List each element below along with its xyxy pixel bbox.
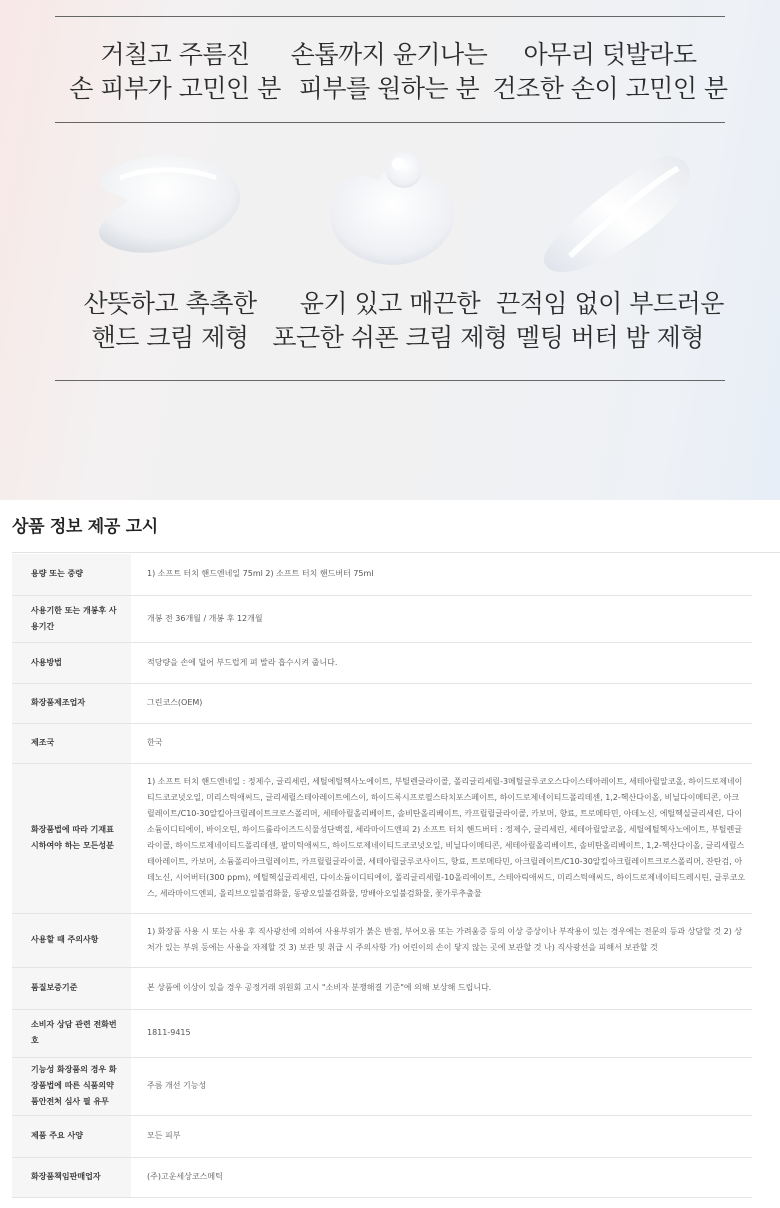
product-info-table	[12, 554, 752, 1198]
row-value: 그린코스(OEM)	[131, 683, 752, 723]
target-rough-skin: 거칠고 주름진 손 피부가 고민인 분	[69, 40, 281, 103]
table-row	[12, 1115, 752, 1157]
table-row	[12, 1157, 752, 1197]
hero-banner	[0, 0, 780, 500]
row-label: 소비자 상담 관련 전화번호	[12, 1009, 131, 1057]
texture-melting-balm: 끈적임 없이 부드러운 멜팅 버터 밤 제형	[496, 289, 724, 352]
row-label: 품질보증기준	[12, 967, 131, 1009]
row-label: 사용방법	[12, 642, 131, 683]
row-value: 주름 개선 기능성	[131, 1057, 752, 1115]
row-label: 제품 주요 사양	[12, 1115, 131, 1157]
row-value: 1) 소프트 터치 핸드엔네일 75ml 2) 소프트 터치 핸드버터 75ml	[131, 554, 752, 595]
row-value: 모든 피부	[131, 1115, 752, 1157]
row-label: 화장품제조업자	[12, 683, 131, 723]
top-divider	[55, 16, 725, 17]
row-value: 적당량을 손에 덜어 부드럽게 펴 발라 흡수시켜 줍니다.	[131, 642, 752, 683]
target-dry-hands: 아무리 덧발라도 건조한 손이 고민인 분	[492, 40, 728, 103]
bottom-divider	[55, 380, 725, 381]
row-label: 용량 또는 중량	[12, 554, 131, 595]
section-title: 상품 정보 제공 고시	[12, 517, 158, 537]
row-value: 1) 화장품 사용 시 또는 사용 후 직사광선에 의하여 사용부위가 붉은 반점, 부어오름 또는 가려움증 등의 이상 증상이나 부작용이 있는 경우에는 전문의 등과 상담할 것 2) 상처가 있는 부위 등에는 사용을 자제할 것 3) 보관 및 취급 시 주의사항 가) 어린이의 손이 닿지 않는 곳에 보관할 것 나) 직사광선을 피해서 보관할 것	[131, 913, 752, 967]
table-row	[12, 1009, 752, 1057]
row-value: 한국	[131, 723, 752, 763]
texture-chiffon-cream: 윤기 있고 매끈한 포근한 쉬폰 크림 제형	[272, 289, 508, 352]
table-row	[12, 967, 752, 1009]
chiffon-cream-swatch	[322, 140, 462, 270]
row-label: 화장품책임판매업자	[12, 1157, 131, 1197]
table-row	[12, 642, 752, 683]
row-label: 화장품법에 따라 기재표시하여야 하는 모든성분	[12, 763, 131, 913]
table-row	[12, 683, 752, 723]
title-divider	[12, 552, 780, 553]
row-value: 본 상품에 이상이 있을 경우 공정거래 위원회 고시 "소비자 분쟁해결 기준"에 의해 보상해 드립니다.	[131, 967, 752, 1009]
table-row	[12, 763, 752, 913]
table-row	[12, 554, 752, 595]
table-row	[12, 723, 752, 763]
row-label: 기능성 화장품의 경우 화장품법에 따른 식품의약품안전처 심사 필 유무	[12, 1057, 131, 1115]
row-label: 사용할 때 주의사항	[12, 913, 131, 967]
target-glossy-skin: 손톱까지 윤기나는 피부를 원하는 분	[290, 40, 488, 103]
melting-balm-swatch	[540, 148, 700, 278]
table-row	[12, 1057, 752, 1115]
row-value: (주)고운세상코스메틱	[131, 1157, 752, 1197]
row-value: 개봉 전 36개월 / 개봉 후 12개월	[131, 595, 752, 642]
hand-cream-swatch	[90, 148, 250, 258]
row-value: 1811-9415	[131, 1009, 752, 1057]
row-value: 1) 소프트 터치 핸드엔네일 : 정제수, 글리세린, 세틸에틸헥사노에이트, 부틸렌글라이콜, 폴리글리세릴-3메틸글루코오스다이스테아레이트, 세테아릴알코올, 하이드로제네이티드코코넛오일, 미리스틱애씨드, 글리세릴스테아레이트에스이, 하이드록시프로필스타치포스페이트, 하이드로제네이티드폴리데센, 1,2-헥산다이올, 비닐다이메티콘, 아크릴레이트/C10-30알킬아크릴레이트크로스폴리머, 세테아릴올리베이트, 솔비탄올리베이트, 카프릴릴글라이콜, 카보머, 향료, 트로메타민, 아데노신, 에틸헥실글리세린, 다이소듐이디티에이, 바이오틴, 하이드롤라이즈드식물성단백질, 세라마이드엔피 2) 소프트 터치 핸드버터 : 정제수, 글리세린, 세테아릴알코올, 세틸에틸헥사노에이트, 부틸렌글라이콜, 하이드로제네이티드폴리데센, 팔미틱애씨드, 하이드로제네이티드코코넛오일, 비닐다이메티콘, 세테아릴올리베이트, 솔비탄올리베이트, 1,2-헥산다이올, 글리세릴스테아레이트, 카보머, 소듐폴리아크릴레이트, 카프릴릴글라이콜, 세테아릴글루코사이드, 향료, 트로메타민, 아크릴레이트/C10-30알킬아크릴레이트크로스폴리머, 잔탄검, 아데노신, 시어버터(300 ppm), 에틸헥실글리세린, 다이소듐이디티에이, 폴리글리세릴-10올리에이트, 스테아릭애씨드, 미리스틱애씨드, 하이드로제네이티드레시틴, 글루코오스, 세라마이드엔피, 올리브오일불검화물, 동광오일불검화물, 망배아오일불검화물, 꽃가루추출물	[131, 763, 752, 913]
texture-hand-cream: 산뜻하고 촉촉한 핸드 크림 제형	[83, 289, 257, 352]
table-row	[12, 595, 752, 642]
row-label: 사용기한 또는 개봉후 사용기간	[12, 595, 131, 642]
table-row	[12, 913, 752, 967]
middle-divider	[55, 122, 725, 123]
row-label: 제조국	[12, 723, 131, 763]
